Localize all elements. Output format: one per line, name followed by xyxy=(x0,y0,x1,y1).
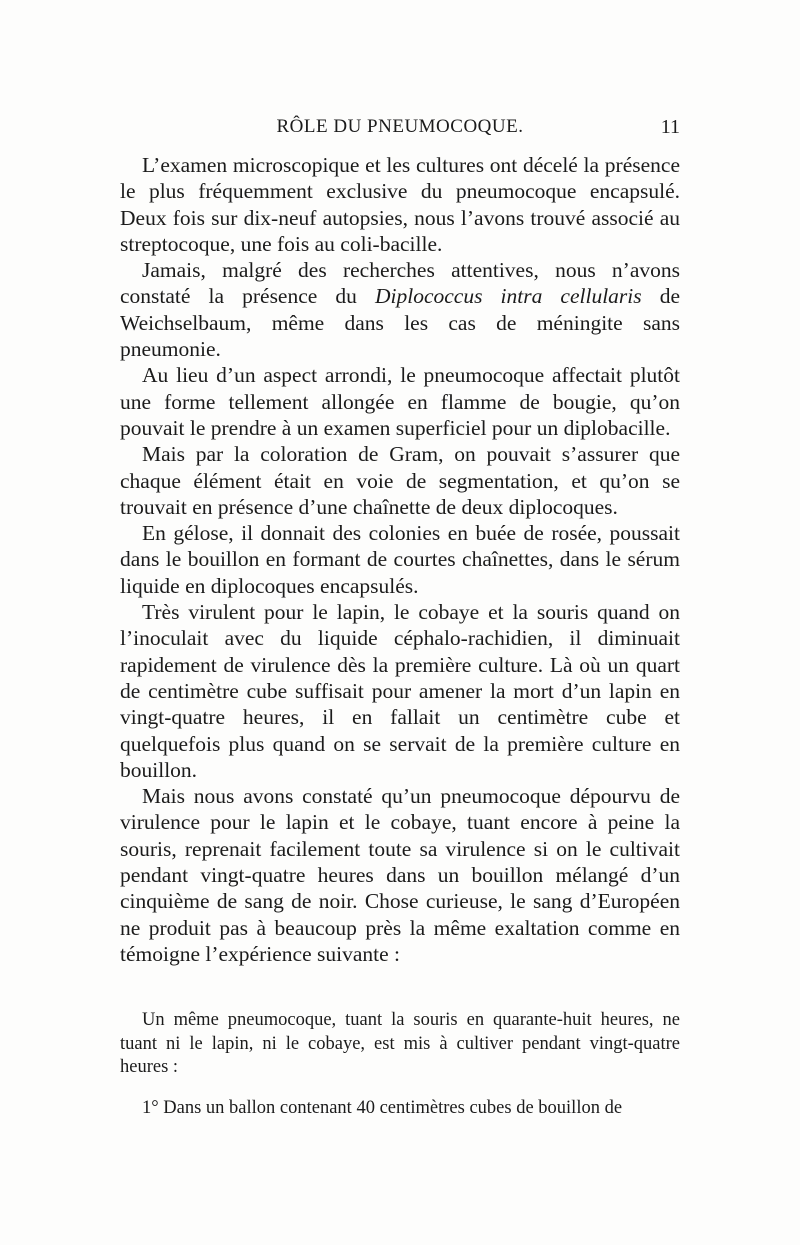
paragraph-text: de Weichselbaum, même dans les cas de méningite sans pneumonie. xyxy=(120,284,680,362)
paragraph: Mais nous avons constaté qu’un pneumocoque dépourvu de virulence pour le lapin et le cobaye, tuant encore à peine la souris, reprenait facilement toute sa virulence si on le cultivait pendant vingt-quatre heures dans un bouillon mélangé d’un cinquième de sang de noir. Chose curieuse, le sang d’Européen ne produit pas à beaucoup près la même exaltation comme en témoigne l’expérience suivante : xyxy=(120,784,680,966)
running-head: RÔLE DU PNEUMOCOQUE. xyxy=(276,116,524,137)
paragraph-text: Jamais, malgré des recherches attentives, nous n’avons constaté la présence du xyxy=(120,258,680,309)
paragraph: Mais par la coloration de Gram, on pouvait s’assurer que chaque élément était en voie de segmentation, et qu’on se trouvait en présence d’une chaînette de deux diplocoques. xyxy=(120,442,680,519)
page-header xyxy=(120,116,680,146)
paragraph xyxy=(120,257,680,362)
paragraph: Très virulent pour le lapin, le cobaye et la souris quand on l’inoculait avec du liquide céphalo-rachidien, il diminuait rapidement de virulence dès la première culture. Là où un quart de centimètre cube suffisait pour amener la mort d’un lapin en vingt-quatre heures, il en fallait un centimètre cube et quelquefois plus quand on se servait de la première culture en bouillon. xyxy=(120,600,680,782)
experiment-paragraph: 1° Dans un ballon contenant 40 centimètres cubes de bouillon de xyxy=(142,1097,623,1118)
page-number: 11 xyxy=(660,116,680,138)
body-text xyxy=(120,152,680,967)
paragraph: En gélose, il donnait des colonies en buée de rosée, poussait dans le bouillon en formant de courtes chaînettes, dans le sérum liquide en diplocoques encapsulés. xyxy=(120,521,680,598)
paragraph: Au lieu d’un aspect arrondi, le pneumocoque affectait plutôt une forme tellement allongée en flamme de bougie, qu’on pouvait le prendre à un examen superficiel pour un diplobacille. xyxy=(120,363,680,440)
paragraph: L’examen microscopique et les cultures ont décelé la présence le plus fréquemment exclusive du pneumocoque encapsulé. Deux fois sur dix-neuf autopsies, nous l’avons trouvé associé au streptocoque, une fois au coli-bacille. xyxy=(120,153,680,256)
italic-species-name: Diplococcus intra cellularis xyxy=(374,284,642,309)
experiment-text xyxy=(120,1009,680,1120)
experiment-paragraph: Un même pneumocoque, tuant la souris en quarante-huit heures, ne tuant ni le lapin, ni le cobaye, est mis à cultiver pendant vingt-quatre heures : xyxy=(120,1010,680,1077)
